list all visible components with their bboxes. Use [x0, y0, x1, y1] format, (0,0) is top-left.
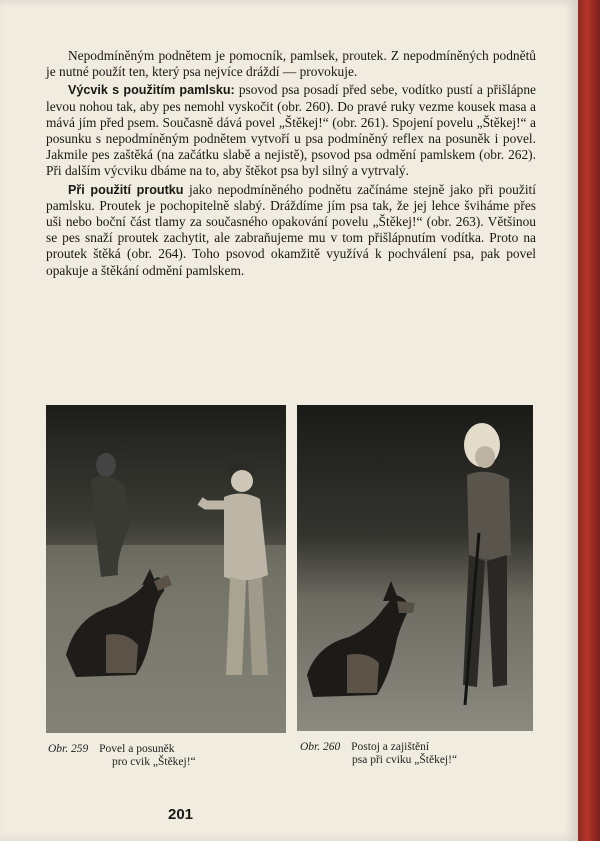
paragraph-2-lead: Výcvik s použitím pamlsku: [68, 83, 235, 98]
paragraph-1 [46, 48, 536, 80]
figure-259-caption-line2: pro cvik „Štěkej!“ [112, 756, 196, 768]
figure-260-caption [300, 741, 535, 767]
photo-boy-and-dog-image [46, 405, 286, 733]
figure-260-number: Obr. 260 [300, 741, 341, 753]
figure-259-photo [46, 405, 286, 733]
paragraph-2 [46, 82, 536, 179]
paragraph-1-text: Nepodmíněným podnětem je pomocník, pamlsek, proutek. Z nepodmíněných podnětů je nutné použít ten, který psa nejvíce dráždí — provokuje. [46, 48, 536, 80]
page-number: 201 [168, 806, 194, 823]
figure-260-caption-line1: Postoj a zajištění [351, 741, 430, 753]
book-spine-edge [578, 0, 600, 841]
paragraph-3-text: jako nepodmíněného podnětu začínáme stejně jako při použití pamlsku. Proutek je pochopitelně slabý. Dráždíme jím psa tak, že jej lehce šviháme přes uši nebo boční část tlamy za současného opakování povelu „Štěkej!“ (obr. 263). Většinou se pes snaží proutek zachytit, ale zabraňujeme mu v tom přišlápnutím vodítka. Proto na proutek štěká (obr. 264). Toho psovod okamžitě využívá k pochválení psa, pak povel opakuje a štěkání odmění pamlskem. [46, 181, 536, 278]
figure-259-number: Obr. 259 [48, 743, 89, 755]
figure-260-caption-line2: psa při cviku „Štěkej!“ [352, 754, 458, 766]
figure-259-caption-line1: Povel a posuněk [99, 743, 175, 755]
paragraph-3-lead: Při použití proutku [68, 182, 184, 197]
figure-259-caption [48, 743, 278, 769]
figure-260-photo [297, 405, 533, 731]
paragraph-2-text: psovod psa posadí před sebe, vodítko pustí a přišlápne levou nohou tak, aby pes nemohl vyskočit (obr. 260). Do pravé ruky vezme kousek masa a mává jím před psem. Současně dává povel „Štěkej!“ (obr. 261). Spojení povelu „Štěkej!“ a posunku s nepodmíněným podnětem vytvoří u psa podmíněný reflex na posuněk i povel. Jakmile pes zaštěká (na začátku slabě a nejistě), psovod psa odmění pamlskem (obr. 262). Při dalším výcviku dbáme na to, aby štěkot psa byl silný a vytrvalý. [46, 82, 536, 179]
photo-woman-and-dog-image [297, 405, 533, 731]
paragraph-3 [46, 182, 536, 279]
body-text [46, 48, 536, 281]
